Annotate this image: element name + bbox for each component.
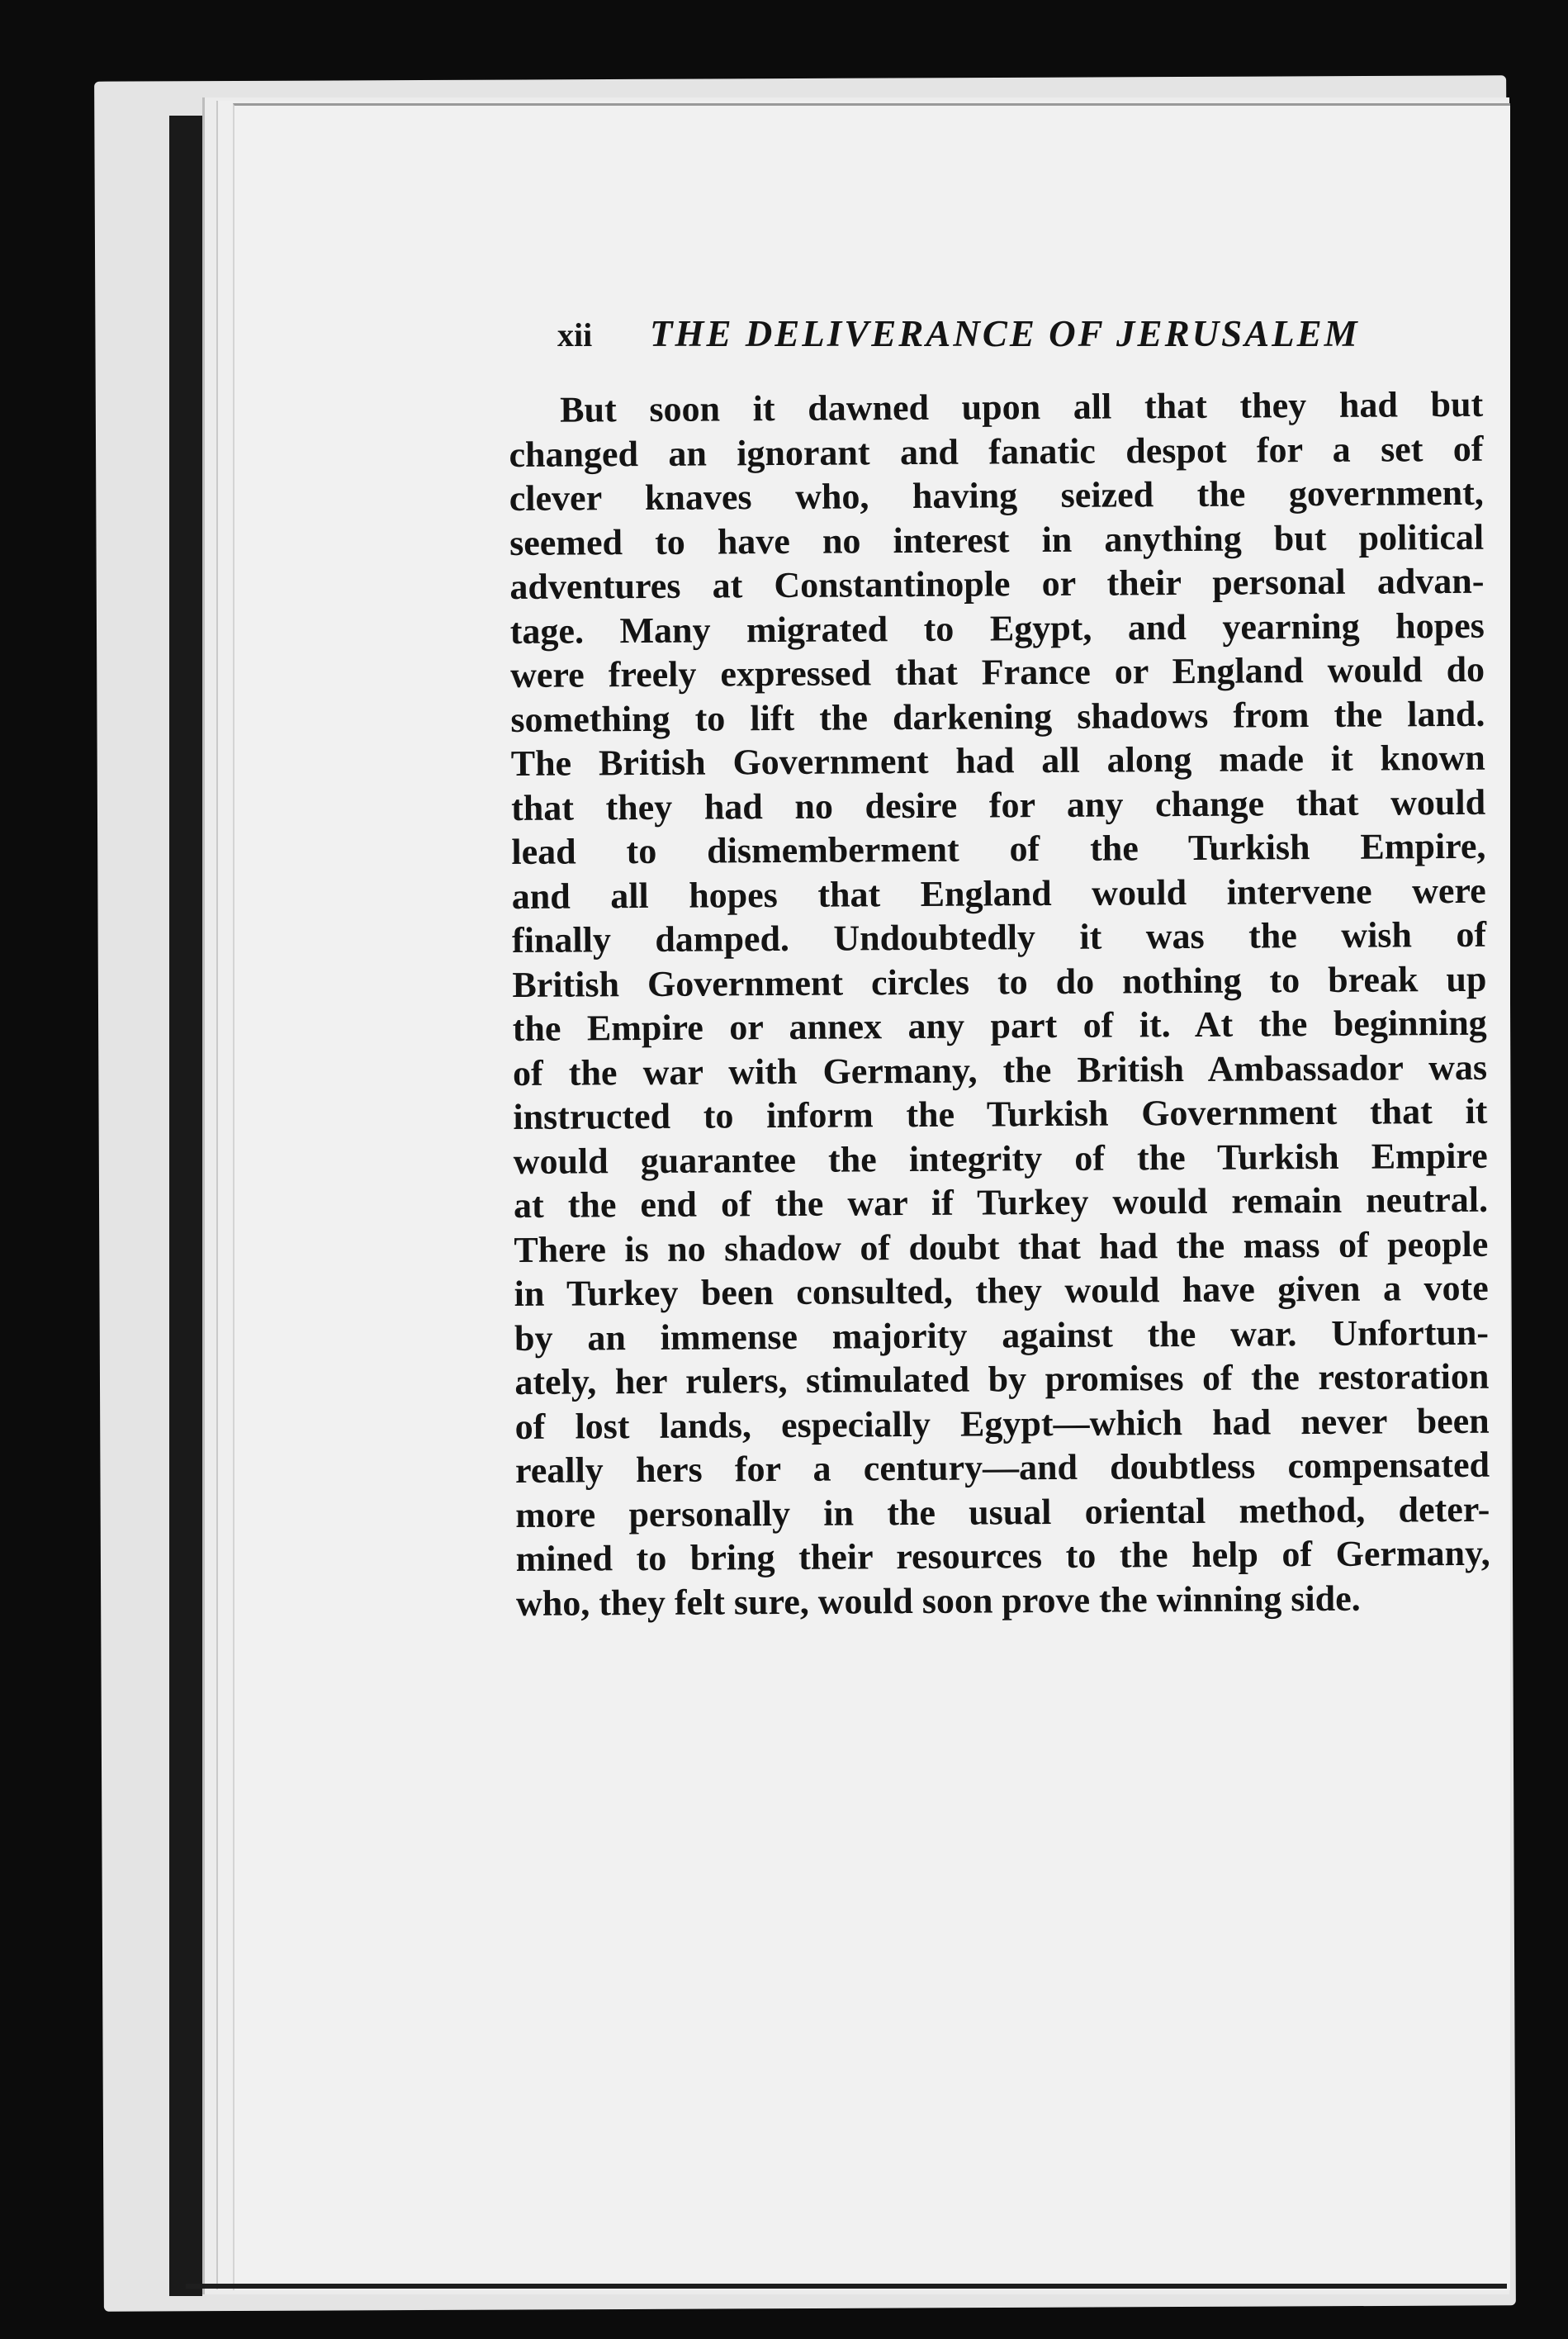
text-line: clever knaves who, having seized the government, <box>509 472 1484 519</box>
text-line: and all hopes that England would intervene were <box>511 870 1486 917</box>
text-line: really hers for a century—and doubtless compensated <box>514 1444 1490 1491</box>
text-line: were freely expressed that France or England would do <box>509 648 1485 695</box>
text-line: The British Government had all along made it known <box>510 737 1485 784</box>
bottom-edge-rule <box>186 2284 1507 2289</box>
text-line: in Turkey been consulted, they would have given a vote <box>514 1267 1489 1314</box>
text-line: mined to bring their resources to the help of Germany, <box>515 1532 1490 1579</box>
text-line: would guarantee the integrity of the Turkish Empire <box>513 1135 1488 1182</box>
text-line: finally damped. Undoubtedly it was the wish of <box>511 913 1487 961</box>
text-line: the Empire or annex any part of it. At the beginning <box>512 1002 1487 1049</box>
text-line: by an immense majority against the war. Unfortun- <box>514 1312 1490 1359</box>
text-line: of lost lands, especially Egypt—which had never been <box>514 1400 1490 1447</box>
text-line: There is no shadow of doubt that had the mass of people <box>514 1223 1489 1270</box>
page-number: xii <box>557 316 593 353</box>
text-line: lead to dismemberment of the Turkish Empire, <box>511 825 1486 872</box>
text-line: at the end of the war if Turkey would remain neutral. <box>513 1179 1489 1226</box>
text-line: something to lift the darkening shadows from the land. <box>510 693 1485 740</box>
book-spine-edge <box>169 116 202 2296</box>
text-line: ately, her rulers, stimulated by promises of the restoration <box>514 1355 1490 1402</box>
text-line: who, they felt sure, would soon prove the winning side. <box>515 1578 1361 1624</box>
text-line: seemed to have no interest in anything but political <box>509 516 1485 563</box>
text-line: British Government circles to do nothing to break up <box>512 958 1487 1005</box>
text-line: tage. Many migrated to Egypt, and yearning hopes <box>509 605 1485 652</box>
text-line: instructed to inform the Turkish Government that it <box>513 1090 1488 1137</box>
text-line: adventures at Constantinople or their personal advan- <box>509 560 1485 607</box>
text-line: of the war with Germany, the British Ambassador was <box>512 1046 1488 1094</box>
text-line: that they had no desire for any change that would <box>510 781 1486 828</box>
text-line: more personally in the usual oriental method, deter- <box>515 1488 1490 1535</box>
text-line: But soon it dawned upon all that they had but <box>560 383 1484 430</box>
text-line: changed an ignorant and fanatic despot for a set of <box>509 428 1484 475</box>
running-title: THE DELIVERANCE OF JERUSALEM <box>650 313 1360 354</box>
body-text <box>509 382 1490 1625</box>
page-header <box>557 312 1420 362</box>
